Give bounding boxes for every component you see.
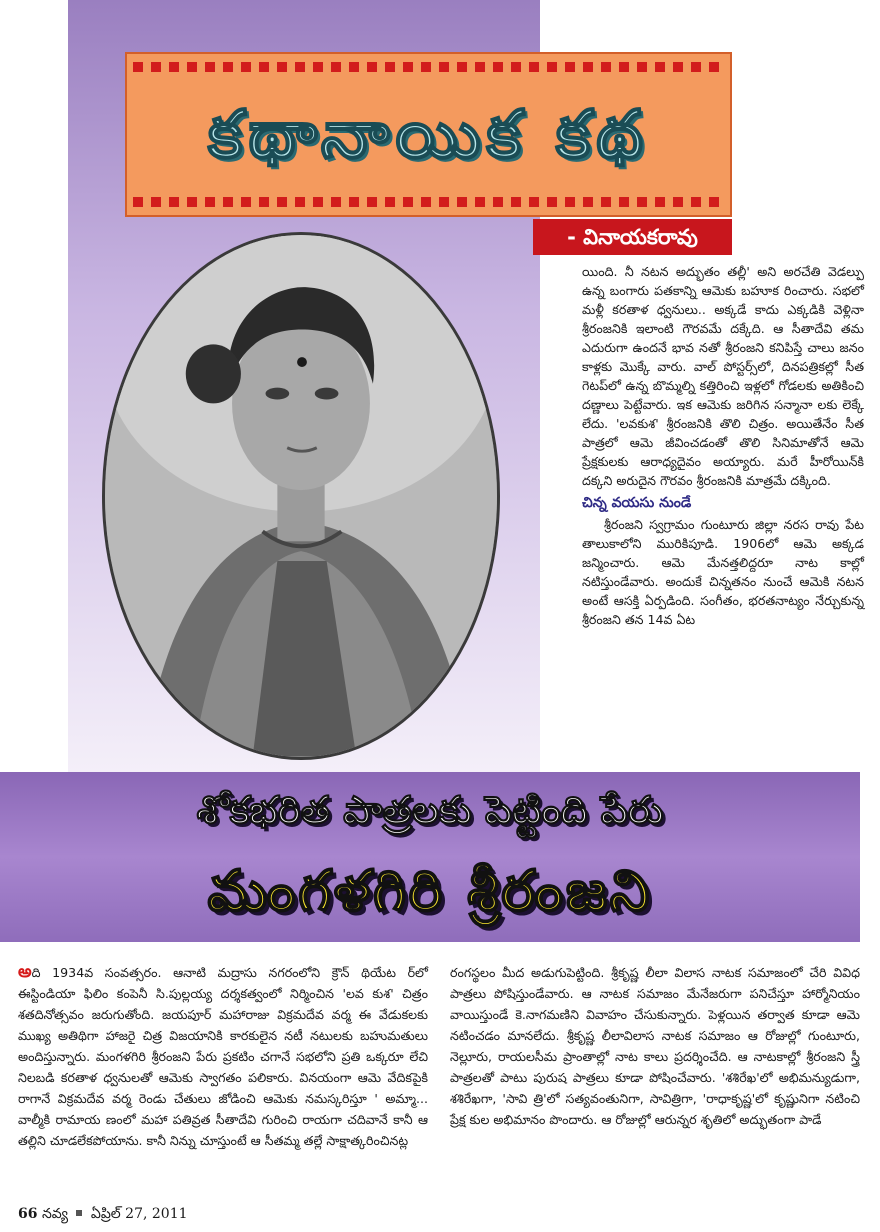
- right-column-text: [582, 262, 864, 629]
- bottom-left-text: ది 1934వ సంవత్సరం. ఆనాటి మద్రాసు నగరంలోని క్రౌన్ థియేట ర్‌లో ఈస్టిండియా ఫిలిం కంపెనీ సి.పుల్లయ్య దర్శకత్వంలో నిర్మించిన 'లవ కుశ' చిత్రం శతదినోత్సవం జరుగుతోంది. జయపూర్ మహారాజు విక్రమదేవ వర్మ ఈ వేడుకలకు ముఖ్య అతిథిగా హాజరై చిత్ర విజయానికి కారకులైన నటీ నటులకు బహుమతులు అందిస్తున్నారు. మంగళగిరి శ్రీరంజని పేరు ప్రకటిం చగానే సభలోని ప్రతి ఒక్కరూ లేచి నిలబడి కరతాళ ధ్వనులతో ఆమెకు స్వాగతం పలికారు. వినయంగా ఆమె వేదికపైకి రాగానే విక్రమదేవ వర్మ రెండు చేతులు జోడించి ఆమెకు నమస్కరిస్తూ ' అమ్మా... వాల్మీకి రామాయ ణంలో మహా పతివ్రత సీతాదేవి గురించి రాయగా చదివానే కానీ ఆ తల్లిని చూడలేకపోయాను. కానీ నిన్ను చూస్తుంటే ఆ సీతమ్మ తల్లే సాక్షాత్కరించినట్ల: [18, 965, 428, 1148]
- bottom-left-column: [18, 962, 428, 1151]
- banner-bottom-dashes: [133, 197, 724, 207]
- banner-top-dashes: [133, 62, 724, 72]
- bottom-right-column: [450, 962, 860, 1151]
- headline-line-1: శోకభరిత పాత్రలకు పెట్టింది పేరు: [196, 788, 664, 832]
- title-banner: [125, 52, 732, 217]
- magazine-name: నవ్య: [41, 1206, 68, 1222]
- page-number: 66: [18, 1206, 38, 1222]
- bottom-right-text: రంగస్థలం మీద అడుగుపెట్టింది. శ్రీకృష్ణ లీలా విలాస నాటక సమాజంలో చేరి వివిధ పాత్రలు పోషిస్తుండేవారు. ఆ నాటక సమాజం మేనేజరుగా పనిచేస్తూ హార్మోనియం వాయిస్తుండే కె.నాగమణిని వివాహం చేసుకున్నారు. పెళ్లయిన తర్వాత కూడా ఆమె నటించడం మానలేదు. శ్రీకృష్ణ లీలావిలాస నాటక సమాజం ఆ రోజుల్లో గుంటూరు, నెల్లూరు, రాయలసీమ ప్రాంతాల్లో నాట కాలు ప్రదర్శించేది. ఆ నాటకాల్లో శ్రీరంజని స్త్రీ పాత్రలతో పాటు పురుష పాత్రలు కూడా పోషించేవారు. 'శశిరేఖ'లో అభిమన్యుడుగా, శశిరేఖగా, 'సావి త్రి'లో సత్యవంతునిగా, సావిత్రిగా, 'రాధాకృష్ణ'లో కృష్ణునిగా నటించి ప్రేక్ష కుల అభిమానం పొందారు. ఆ రోజుల్లో ఆరున్నర శృతిలో అద్భుతంగా పాడే: [450, 965, 860, 1127]
- portrait-illustration: [105, 235, 497, 757]
- separator-square-icon: [76, 1210, 82, 1216]
- subheading-childhood: చిన్న వయసు నుండే: [582, 495, 692, 511]
- drop-cap: అ: [18, 962, 32, 982]
- portrait-photo: [102, 232, 500, 760]
- headline-line-2: మంగళగిరి శ్రీరంజని: [207, 859, 653, 924]
- page-footer: [18, 1204, 188, 1224]
- issue-date: ఏప్రిల్ 27, 2011: [90, 1206, 188, 1222]
- headline-band: [0, 772, 860, 942]
- banner-title: కథానాయిక కథ: [208, 96, 649, 173]
- right-paragraph-1: యింది. నీ నటన అద్భుతం తల్లీ' అని అరచేతి వెడల్పు ఉన్న బంగారు పతకాన్ని ఆమెకు బహూక రించారు. సభలో మళ్లీ కరతాళ ధ్వనులు.. అక్కడే కాదు ఎక్కడికి వెళ్లినా శ్రీరంజనికి ఇలాంటి గౌరవమే దక్కేది. ఆ సీతాదేవి తమ ఎదురుగా ఉందనే భావ నతో శ్రీరంజని కనిపిస్తే చాలు జనం కాళ్లకు మొక్కే వారు. వాల్ పోస్టర్స్‌లో, దినపత్రికల్లో సీత గెటప్‌లో ఉన్న బొమ్మల్ని కత్తిరించి ఇళ్లలో గోడలకు అతికించి దణ్ణాలు పెట్టేవారు. ఇక ఆమెకు జరిగిన సన్మానా లకు లెక్కే లేదు. 'లవకుశ' శ్రీరంజనికి తొలి చిత్రం. అయితేనేం సీత పాత్రలో ఆమె జీవించడంతో తొలి సినిమాతోనే ఆమె ప్రేక్షకులకు ఆరాధ్యదైవం అయ్యారు. మరే హీరోయిన్‌కి దక్కని అరుదైన గౌరవం శ్రీరంజనికి మాత్రమే దక్కింది.: [582, 264, 864, 488]
- bottom-columns: [18, 962, 860, 1151]
- author-byline: - వినాయకరావు: [533, 219, 732, 255]
- right-paragraph-2: శ్రీరంజని స్వగ్రామం గుంటూరు జిల్లా నరస రావు పేట తాలుకాలోని మురికిపూడి. 1906లో ఆమె అక్కడ జన్మించారు. ఆమె మేనత్తలిద్దరూ నాట కాల్లో నటిస్తుండేవారు. అందుకే చిన్నతనం నుంచే ఆమెకి నటన అంటే ఆసక్తి ఏర్పడింది. సంగీతం, భరతనాట్యం నేర్చుకున్న శ్రీరంజని తన 14వ ఏట: [582, 517, 864, 627]
